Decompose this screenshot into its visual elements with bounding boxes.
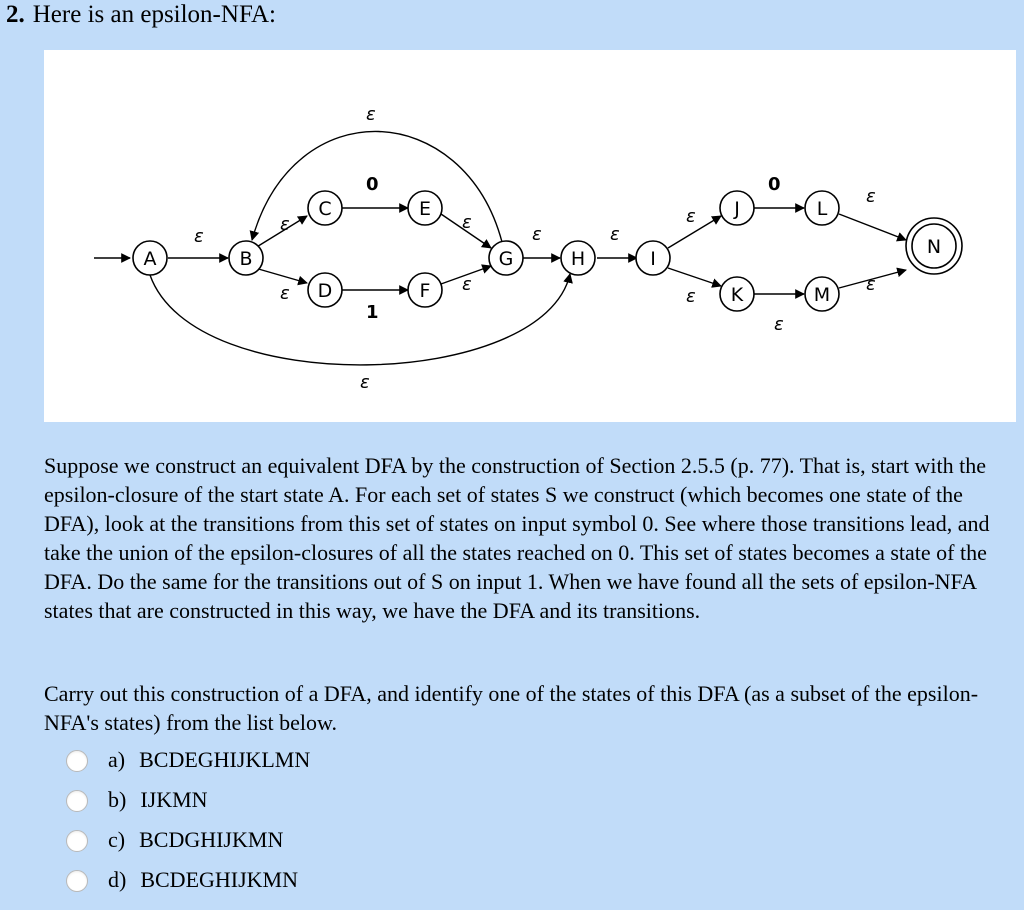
edge-L-N (839, 214, 906, 240)
option-d-radio[interactable] (66, 870, 88, 892)
state-K-label: K (730, 284, 744, 306)
state-J (720, 191, 754, 225)
nfa-diagram-svg (44, 50, 1016, 422)
state-L (805, 191, 839, 225)
option-a[interactable] (66, 740, 310, 780)
label-M-N: ε (866, 274, 876, 295)
edge-A-H (150, 274, 570, 365)
label-A-B: ε (194, 226, 204, 247)
state-G (489, 241, 523, 275)
label-B-C: ε (280, 214, 290, 235)
state-J-label: J (734, 198, 740, 220)
label-L-N: ε (866, 186, 876, 207)
option-b-radio[interactable] (66, 790, 88, 812)
option-c-label (108, 827, 283, 853)
option-b[interactable] (66, 780, 310, 820)
state-I (636, 241, 670, 275)
label-D-F: 1 (366, 302, 379, 323)
option-d-letter: d) (108, 867, 127, 892)
option-d-text: BCDEGHIJKMN (140, 867, 299, 892)
label-G-B: ε (366, 104, 376, 125)
label-B-D: ε (280, 283, 290, 304)
option-c-letter: c) (108, 827, 126, 852)
option-d-label (108, 867, 298, 893)
state-N (906, 218, 962, 274)
state-C (308, 191, 342, 225)
label-K-M: ε (774, 314, 784, 335)
state-D-label: D (317, 280, 333, 302)
state-M (805, 277, 839, 311)
state-L-label: L (816, 198, 828, 220)
option-b-text: IJKMN (140, 787, 208, 812)
answer-options (66, 740, 310, 900)
state-A (133, 241, 167, 275)
edge-B-D (255, 268, 307, 283)
state-E (408, 191, 442, 225)
state-B-label: B (239, 248, 253, 270)
state-I-label: I (650, 248, 656, 270)
state-F (408, 273, 442, 307)
edge-I-K (668, 268, 721, 286)
nfa-diagram (44, 50, 1016, 422)
option-b-label (108, 787, 208, 813)
option-d[interactable] (66, 860, 310, 900)
instructions-paragraph: Suppose we construct an equivalent DFA by the construction of Section 2.5.5 (p. 77). That is, start with the epsilon-closure of the start state A. For each set of states S we construct (which becomes one state of the DFA), look at the transitions from this set of states on input symbol 0. See where those transitions lead, and take the union of the epsilon-closures of all the states reached on 0. This set of states becomes a state of the DFA. Do the same for the transitions out of S on input 1. When we have found all the sets of epsilon-NFA states that are constructed in this way, we have the DFA and its transitions. (44, 453, 990, 623)
state-H-label: H (570, 248, 586, 270)
question-number: 2. (6, 1, 25, 28)
edge-labels (194, 104, 876, 393)
task-paragraph: Carry out this construction of a DFA, and identify one of the states of this DFA (as a subset of the epsilon-NFA's states) from the list below. (44, 681, 979, 735)
state-F-label: F (419, 280, 431, 302)
nodes (133, 191, 962, 311)
state-G-label: G (498, 248, 514, 270)
state-B (229, 241, 263, 275)
option-a-text: BCDEGHIJKLMN (139, 747, 311, 772)
state-D (308, 273, 342, 307)
state-H (561, 241, 595, 275)
option-a-radio[interactable] (66, 750, 88, 772)
label-I-K: ε (686, 286, 696, 307)
label-G-H: ε (532, 224, 542, 245)
option-a-letter: a) (108, 747, 126, 772)
label-H-I: ε (610, 224, 620, 245)
option-c-radio[interactable] (66, 830, 88, 852)
label-F-G: ε (462, 274, 472, 295)
state-N-label: N (926, 236, 942, 258)
label-I-J: ε (686, 206, 696, 227)
question-title: Here is an epsilon-NFA: (32, 1, 276, 28)
state-C-label: C (318, 198, 332, 220)
label-A-H: ε (360, 372, 370, 393)
state-M-label: M (813, 284, 831, 306)
label-C-E: 0 (366, 174, 379, 195)
state-E-label: E (418, 198, 432, 220)
state-A-label: A (143, 248, 157, 270)
question-header (6, 0, 276, 30)
state-K (720, 277, 754, 311)
option-a-label (108, 747, 310, 773)
option-c-text: BCDGHIJKMN (139, 827, 284, 852)
label-E-G: ε (462, 212, 472, 233)
option-b-letter: b) (108, 787, 127, 812)
label-J-L: 0 (768, 174, 781, 195)
option-c[interactable] (66, 820, 310, 860)
